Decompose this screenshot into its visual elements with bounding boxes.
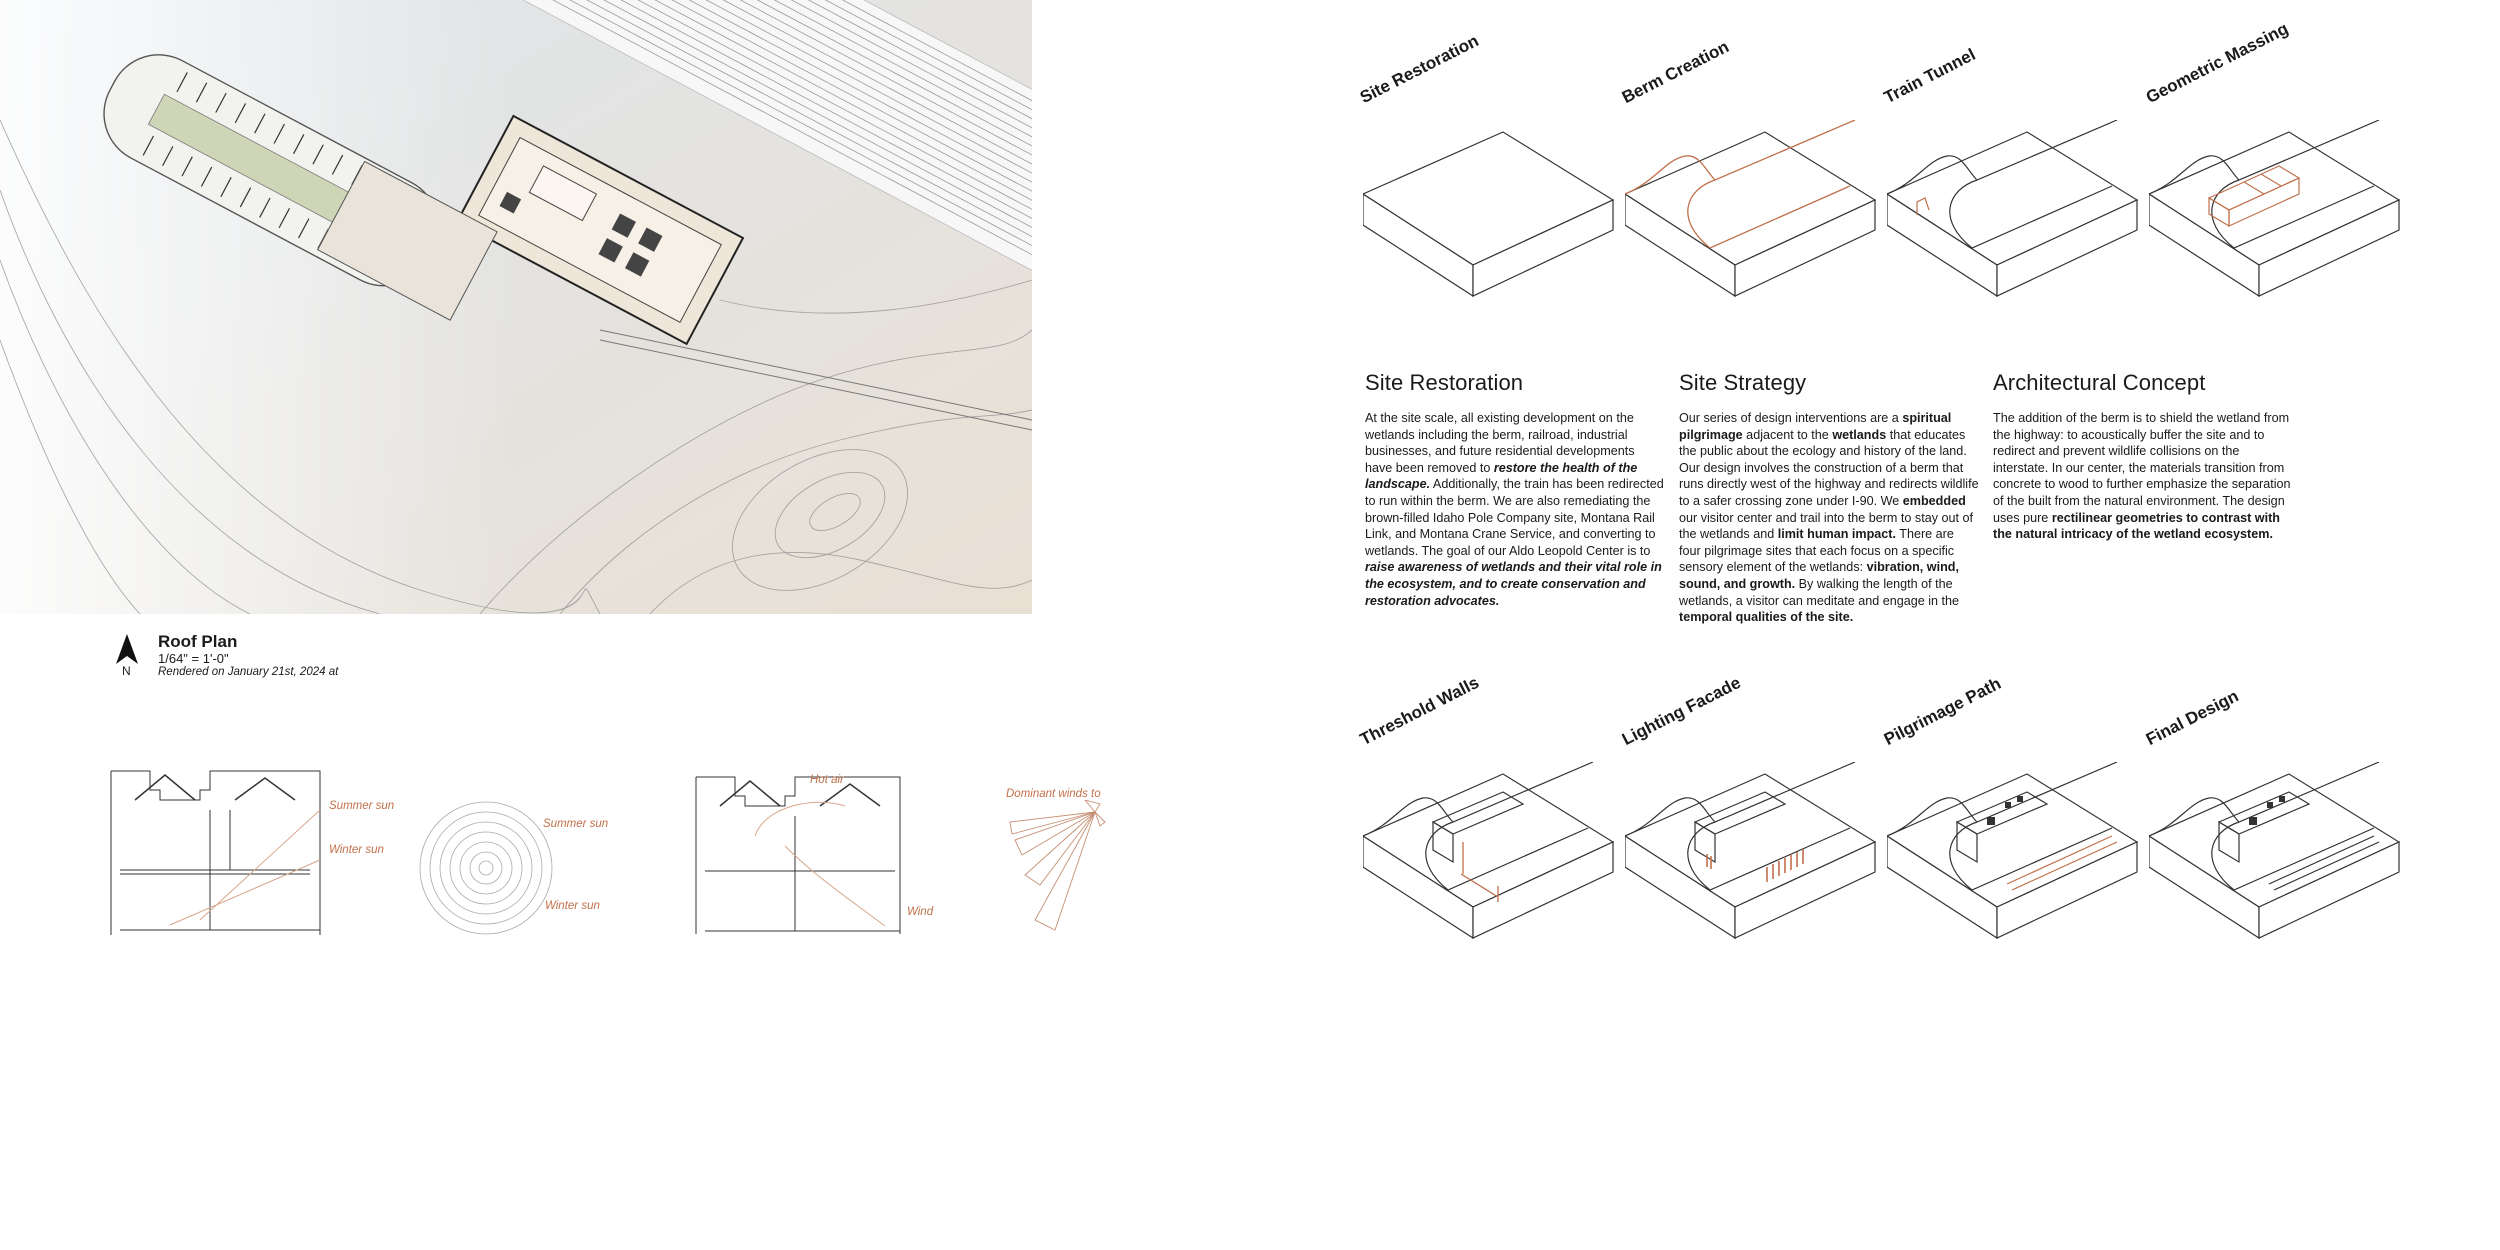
axo-label-lighting-facade: Lighting Facade <box>1618 673 1744 750</box>
axo-geometric-massing <box>2149 120 2419 320</box>
north-arrow-icon <box>110 632 150 666</box>
wind-rose-diagram <box>1000 800 1110 940</box>
sun-path-diagram <box>416 798 556 938</box>
axo-label-train-tunnel: Train Tunnel <box>1880 44 1979 108</box>
roof-plan-image <box>0 0 1032 614</box>
ventilation-section-diagram <box>695 776 905 936</box>
axo-final-design <box>2149 762 2419 962</box>
heading-architectural-concept: Architectural Concept <box>1993 370 2206 395</box>
axo-site-restoration <box>1363 120 1633 320</box>
north-label: N <box>122 664 131 678</box>
summer-sun-label-1: Summer sun <box>329 800 395 812</box>
text-architectural-concept: The addition of the berm is to shield the wetland from the highway: to acoustically buffer the site and to redirect and prevent wildlife collisions on the interstate. In our center, the materials transition from concrete to wood to further emphasize the separation of the built from the natural environment. The design uses pure rectilinear geometries to contrast with the natural intricacy of the wetland ecosystem. <box>1993 411 2291 542</box>
axo-label-site-restoration: Site Restoration <box>1356 30 1482 108</box>
roof-plan-title: Roof Plan <box>158 632 238 651</box>
axo-label-final-design: Final Design <box>2142 686 2242 750</box>
axo-threshold-walls <box>1363 762 1633 962</box>
column-site-strategy <box>1679 370 1979 626</box>
dominant-winds-label: Dominant winds to <box>1006 788 1101 800</box>
winter-sun-label-2: Winter sun <box>545 900 600 912</box>
axo-label-geometric-massing: Geometric Massing <box>2142 18 2292 108</box>
axo-label-threshold-walls: Threshold Walls <box>1356 672 1482 750</box>
summer-sun-label-2: Summer sun <box>543 818 609 830</box>
winter-sun-label-1: Winter sun <box>329 844 384 856</box>
axo-lighting-facade <box>1625 762 1895 962</box>
wind-label: Wind <box>907 906 934 918</box>
roof-plan-scale: 1/64" = 1'-0" <box>158 651 229 666</box>
text-site-strategy: Our series of design interventions are a spiritual pilgrimage adjacent to the wetlands that educates the public about the ecology and history of the land. Our design involves the construction of a berm that runs directly west of the highway and redirects wildlife to a safer crossing zone under I-90. We embedded our visitor center and trail into the berm to stay out of the wetlands and limit human impact. There are four pilgrimage sites that each focus on a specific sensory element of the wetlands: vibration, wind, sound, and growth. By walking the length of the wetlands, a visitor can meditate and engage in the temporal qualities of the site. <box>1679 411 1979 625</box>
hot-air-label: Hot air <box>810 774 844 786</box>
axo-train-tunnel <box>1887 120 2157 320</box>
column-architectural-concept <box>1993 370 2293 543</box>
text-site-restoration: At the site scale, all existing development on the wetlands including the berm, railroad, industrial businesses, and future residential developments have been removed to restore the health of the landscape. Additionally, the train has been redirected to run within the berm. We are also remediating the brown-filled Idaho Pole Company site, Montana Rail Link, and Montana Crane Service, and converting to wetlands. The goal of our Aldo Leopold Center is to raise awareness of wetlands and their vital role in the ecosystem, and to create conservation and restoration advocates. <box>1365 411 1664 608</box>
axo-pilgrimage-path <box>1887 762 2157 962</box>
roof-plan-rendered-note: Rendered on January 21st, 2024 at <box>158 666 339 678</box>
axo-label-berm-creation: Berm Creation <box>1618 36 1732 108</box>
column-site-restoration <box>1365 370 1665 609</box>
solar-section-diagram <box>110 770 330 936</box>
heading-site-restoration: Site Restoration <box>1365 370 1524 395</box>
axo-berm-creation <box>1625 120 1895 320</box>
axo-label-pilgrimage-path: Pilgrimage Path <box>1880 673 2005 750</box>
heading-site-strategy: Site Strategy <box>1679 370 1807 395</box>
